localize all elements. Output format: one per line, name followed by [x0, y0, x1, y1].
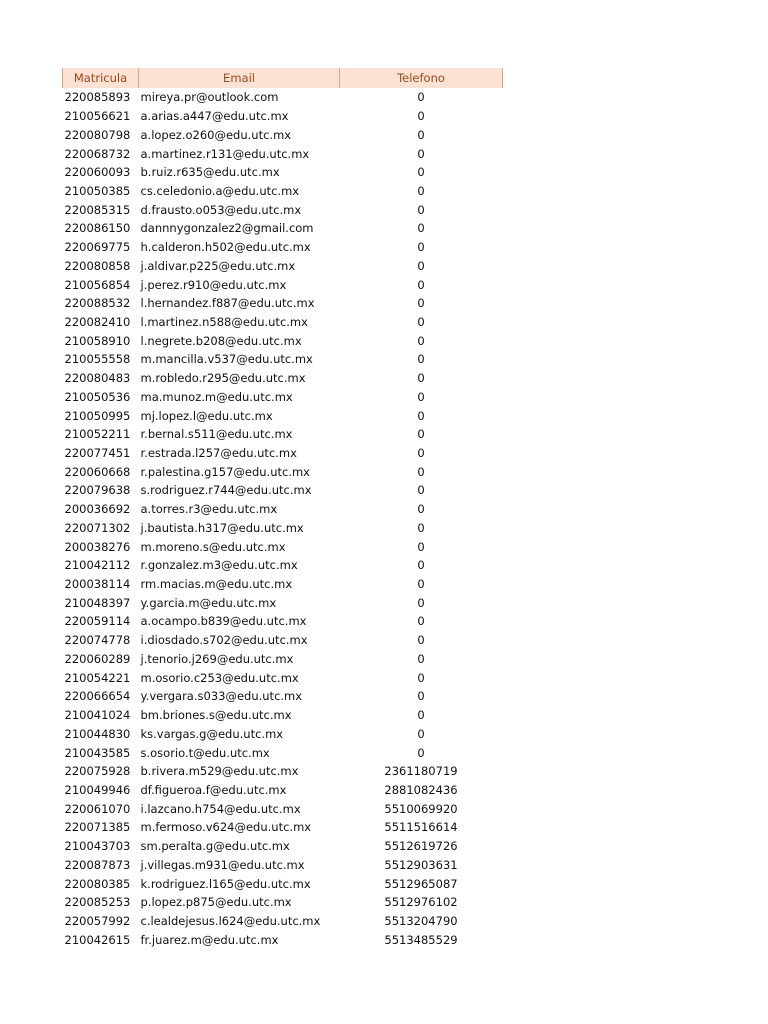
- email-cell[interactable]: cs.celedonio.a@edu.utc.mx: [140, 183, 300, 198]
- email-cell[interactable]: d.frausto.o053@edu.utc.mx: [140, 202, 302, 217]
- email-cell[interactable]: a.torres.r3@edu.utc.mx: [140, 502, 278, 517]
- table-row: [63, 743, 503, 762]
- table-row: [63, 593, 503, 612]
- table-row: [63, 500, 503, 519]
- telefono-cell[interactable]: 0: [417, 371, 425, 386]
- matricula-cell[interactable]: 200036692: [64, 502, 131, 517]
- table-row: [63, 668, 503, 687]
- table-row: [63, 313, 503, 332]
- table-row: [63, 687, 503, 706]
- table-row: [63, 219, 503, 238]
- matricula-cell[interactable]: 220060289: [64, 651, 131, 666]
- email-cell[interactable]: l.martinez.n588@edu.utc.mx: [140, 314, 308, 329]
- table-row: [63, 388, 503, 407]
- email-cell[interactable]: m.moreno.s@edu.utc.mx: [140, 539, 286, 554]
- email-cell[interactable]: a.ocampo.b839@edu.utc.mx: [140, 614, 307, 629]
- email-cell[interactable]: l.negrete.b208@edu.utc.mx: [140, 333, 302, 348]
- email-cell[interactable]: a.arias.a447@edu.utc.mx: [140, 109, 289, 124]
- matricula-cell[interactable]: 210055558: [64, 352, 131, 367]
- email-cell[interactable]: m.robledo.r295@edu.utc.mx: [140, 371, 306, 386]
- telefono-cell[interactable]: 5512903631: [384, 857, 458, 872]
- table-row: [63, 462, 503, 481]
- matricula-cell[interactable]: 220074778: [64, 633, 131, 648]
- table-row: [63, 537, 503, 556]
- email-cell[interactable]: r.bernal.s511@edu.utc.mx: [140, 427, 293, 442]
- email-cell[interactable]: a.lopez.o260@edu.utc.mx: [140, 127, 292, 142]
- table-row: [63, 519, 503, 538]
- telefono-cell[interactable]: 0: [417, 296, 425, 311]
- email-cell[interactable]: b.rivera.m529@edu.utc.mx: [140, 764, 299, 779]
- matricula-cell[interactable]: 220075928: [64, 764, 131, 779]
- email-cell[interactable]: dannnygonzalez2@gmail.com: [140, 221, 314, 236]
- matricula-cell[interactable]: 210042112: [64, 558, 131, 573]
- telefono-cell[interactable]: 0: [417, 558, 425, 573]
- email-cell[interactable]: bm.briones.s@edu.utc.mx: [140, 708, 292, 723]
- telefono-cell[interactable]: 0: [417, 427, 425, 442]
- matricula-cell[interactable]: 220080858: [64, 258, 131, 273]
- table-row: [63, 350, 503, 369]
- telefono-cell[interactable]: 5512976102: [384, 895, 458, 910]
- table-row: [63, 107, 503, 126]
- table-row: [63, 144, 503, 163]
- matricula-cell[interactable]: 200038114: [64, 577, 131, 592]
- table-row: [63, 837, 503, 856]
- email-cell[interactable]: m.osorio.c253@edu.utc.mx: [140, 670, 299, 685]
- table-row: [63, 930, 503, 949]
- telefono-cell[interactable]: 0: [417, 90, 425, 105]
- matricula-cell[interactable]: 210050995: [64, 408, 131, 423]
- telefono-cell[interactable]: 0: [417, 577, 425, 592]
- telefono-cell[interactable]: 0: [417, 333, 425, 348]
- table-row: [63, 294, 503, 313]
- matricula-cell[interactable]: 220068732: [64, 146, 131, 161]
- table-row: [63, 238, 503, 257]
- email-cell[interactable]: fr.juarez.m@edu.utc.mx: [140, 932, 279, 947]
- matricula-cell[interactable]: 210044830: [64, 726, 131, 741]
- matricula-cell[interactable]: 220057992: [64, 913, 131, 928]
- table-row: [63, 799, 503, 818]
- email-cell[interactable]: y.vergara.s033@edu.utc.mx: [140, 689, 303, 704]
- matricula-cell[interactable]: 210050385: [64, 183, 131, 198]
- email-cell[interactable]: j.villegas.m931@edu.utc.mx: [140, 857, 305, 872]
- telefono-cell[interactable]: 2881082436: [384, 782, 458, 797]
- telefono-cell[interactable]: 0: [417, 202, 425, 217]
- email-cell[interactable]: r.estrada.l257@edu.utc.mx: [140, 446, 297, 461]
- email-cell[interactable]: j.bautista.h317@edu.utc.mx: [140, 520, 304, 535]
- telefono-cell[interactable]: 0: [417, 595, 425, 610]
- email-cell[interactable]: rm.macias.m@edu.utc.mx: [140, 577, 293, 592]
- table-body: [63, 88, 503, 949]
- email-cell[interactable]: c.lealdejesus.l624@edu.utc.mx: [140, 913, 321, 928]
- telefono-cell[interactable]: 5512965087: [384, 876, 458, 891]
- email-cell[interactable]: sm.peralta.g@edu.utc.mx: [140, 839, 290, 854]
- telefono-cell[interactable]: 0: [417, 520, 425, 535]
- telefono-cell[interactable]: 5511516614: [384, 820, 458, 835]
- matricula-cell[interactable]: 220066654: [64, 689, 131, 704]
- telefono-cell[interactable]: 0: [417, 726, 425, 741]
- email-cell[interactable]: mireya.pr@outlook.com: [140, 90, 279, 105]
- telefono-cell[interactable]: 0: [417, 240, 425, 255]
- telefono-cell[interactable]: 0: [417, 165, 425, 180]
- table-row: [63, 88, 503, 107]
- telefono-cell[interactable]: 0: [417, 745, 425, 760]
- table-row: [63, 406, 503, 425]
- email-cell[interactable]: ma.munoz.m@edu.utc.mx: [140, 389, 293, 404]
- matricula-cell[interactable]: 220059114: [64, 614, 131, 629]
- matricula-cell[interactable]: 220080385: [64, 876, 131, 891]
- telefono-cell[interactable]: 0: [417, 689, 425, 704]
- table-row: [63, 650, 503, 669]
- email-cell[interactable]: i.lazcano.h754@edu.utc.mx: [140, 801, 301, 816]
- matricula-cell[interactable]: 220085315: [64, 202, 131, 217]
- telefono-cell[interactable]: 0: [417, 614, 425, 629]
- table-row: [63, 556, 503, 575]
- table-row: [63, 874, 503, 893]
- email-header[interactable]: Email: [139, 68, 340, 88]
- email-cell[interactable]: p.lopez.p875@edu.utc.mx: [140, 895, 292, 910]
- telefono-cell[interactable]: 0: [417, 708, 425, 723]
- email-cell[interactable]: y.garcia.m@edu.utc.mx: [140, 595, 277, 610]
- table-row: [63, 762, 503, 781]
- table-row: [63, 724, 503, 743]
- telefono-cell[interactable]: 0: [417, 314, 425, 329]
- table-row: [63, 369, 503, 388]
- table-row: [63, 781, 503, 800]
- table-row: [63, 275, 503, 294]
- table-row: [63, 182, 503, 201]
- table-row: [63, 331, 503, 350]
- telefono-header[interactable]: Telefono: [340, 68, 503, 88]
- telefono-cell[interactable]: 0: [417, 183, 425, 198]
- matricula-header[interactable]: Matricula: [63, 68, 139, 88]
- table-row: [63, 256, 503, 275]
- table-row: [63, 481, 503, 500]
- telefono-cell[interactable]: 5513204790: [384, 913, 458, 928]
- header-row: [63, 68, 503, 88]
- email-cell[interactable]: r.palestina.g157@edu.utc.mx: [140, 464, 310, 479]
- telefono-cell[interactable]: 0: [417, 464, 425, 479]
- table-row: [63, 855, 503, 874]
- matricula-cell[interactable]: 220082410: [64, 314, 131, 329]
- telefono-cell[interactable]: 0: [417, 109, 425, 124]
- telefono-cell[interactable]: 0: [417, 146, 425, 161]
- matricula-cell[interactable]: 220060093: [64, 165, 131, 180]
- telefono-cell[interactable]: 5513485529: [384, 932, 458, 947]
- email-cell[interactable]: ks.vargas.g@edu.utc.mx: [140, 726, 284, 741]
- email-cell[interactable]: s.rodriguez.r744@edu.utc.mx: [140, 483, 312, 498]
- matricula-cell[interactable]: 210041024: [64, 708, 131, 723]
- matricula-cell[interactable]: 210048397: [64, 595, 131, 610]
- telefono-cell[interactable]: 0: [417, 389, 425, 404]
- telefono-cell[interactable]: 5510069920: [384, 801, 458, 816]
- student-contact-table: [62, 68, 503, 949]
- matricula-cell[interactable]: 220079638: [64, 483, 131, 498]
- table-row: [63, 200, 503, 219]
- matricula-cell[interactable]: 210056621: [64, 109, 131, 124]
- matricula-cell[interactable]: 220088532: [64, 296, 131, 311]
- email-cell[interactable]: mj.lopez.l@edu.utc.mx: [140, 408, 273, 423]
- table-row: [63, 631, 503, 650]
- email-cell[interactable]: k.rodriguez.l165@edu.utc.mx: [140, 876, 311, 891]
- matricula-cell[interactable]: 200038276: [64, 539, 131, 554]
- telefono-cell[interactable]: 0: [417, 446, 425, 461]
- matricula-cell[interactable]: 220060668: [64, 464, 131, 479]
- matricula-cell[interactable]: 220071385: [64, 820, 131, 835]
- email-cell[interactable]: j.aldivar.p225@edu.utc.mx: [140, 258, 296, 273]
- matricula-cell[interactable]: 210056854: [64, 277, 131, 292]
- matricula-cell[interactable]: 220086150: [64, 221, 131, 236]
- table-row: [63, 444, 503, 463]
- matricula-cell[interactable]: 210054221: [64, 670, 131, 685]
- telefono-cell[interactable]: 0: [417, 258, 425, 273]
- matricula-cell[interactable]: 220077451: [64, 446, 131, 461]
- email-cell[interactable]: m.mancilla.v537@edu.utc.mx: [140, 352, 313, 367]
- matricula-cell[interactable]: 220080798: [64, 127, 131, 142]
- table-row: [63, 893, 503, 912]
- matricula-cell[interactable]: 210049946: [64, 782, 131, 797]
- matricula-cell[interactable]: 220069775: [64, 240, 131, 255]
- matricula-cell[interactable]: 220080483: [64, 371, 131, 386]
- telefono-cell[interactable]: 0: [417, 483, 425, 498]
- matricula-cell[interactable]: 220085253: [64, 895, 131, 910]
- telefono-cell[interactable]: 0: [417, 539, 425, 554]
- email-cell[interactable]: l.hernandez.f887@edu.utc.mx: [140, 296, 315, 311]
- matricula-cell[interactable]: 210058910: [64, 333, 131, 348]
- email-cell[interactable]: a.martinez.r131@edu.utc.mx: [140, 146, 310, 161]
- telefono-cell[interactable]: 0: [417, 277, 425, 292]
- email-cell[interactable]: h.calderon.h502@edu.utc.mx: [140, 240, 311, 255]
- table-row: [63, 425, 503, 444]
- telefono-cell[interactable]: 0: [417, 633, 425, 648]
- matricula-cell[interactable]: 220085893: [64, 90, 131, 105]
- telefono-cell[interactable]: 0: [417, 408, 425, 423]
- table-row: [63, 575, 503, 594]
- telefono-cell[interactable]: 0: [417, 127, 425, 142]
- telefono-cell[interactable]: 0: [417, 352, 425, 367]
- telefono-cell[interactable]: 2361180719: [384, 764, 458, 779]
- email-cell[interactable]: df.figueroa.f@edu.utc.mx: [140, 782, 287, 797]
- email-cell[interactable]: j.tenorio.j269@edu.utc.mx: [140, 651, 294, 666]
- matricula-cell[interactable]: 210042615: [64, 932, 131, 947]
- table-row: [63, 706, 503, 725]
- telefono-cell[interactable]: 0: [417, 502, 425, 517]
- table-row: [63, 612, 503, 631]
- telefono-cell[interactable]: 0: [417, 670, 425, 685]
- student-contact-table-region: [62, 68, 503, 949]
- matricula-cell[interactable]: 220087873: [64, 857, 131, 872]
- telefono-cell[interactable]: 0: [417, 221, 425, 236]
- email-cell[interactable]: s.osorio.t@edu.utc.mx: [140, 745, 270, 760]
- table-row: [63, 818, 503, 837]
- table-row: [63, 125, 503, 144]
- matricula-cell[interactable]: 210050536: [64, 389, 131, 404]
- matricula-cell[interactable]: 220071302: [64, 520, 131, 535]
- email-cell[interactable]: r.gonzalez.m3@edu.utc.mx: [140, 558, 298, 573]
- email-cell[interactable]: j.perez.r910@edu.utc.mx: [140, 277, 287, 292]
- telefono-cell[interactable]: 5512619726: [384, 839, 458, 854]
- telefono-cell[interactable]: 0: [417, 651, 425, 666]
- matricula-cell[interactable]: 220061070: [64, 801, 131, 816]
- email-cell[interactable]: b.ruiz.r635@edu.utc.mx: [140, 165, 280, 180]
- matricula-cell[interactable]: 210052211: [64, 427, 131, 442]
- table-row: [63, 163, 503, 182]
- email-cell[interactable]: m.fermoso.v624@edu.utc.mx: [140, 820, 312, 835]
- table-row: [63, 912, 503, 931]
- matricula-cell[interactable]: 210043585: [64, 745, 131, 760]
- email-cell[interactable]: i.diosdado.s702@edu.utc.mx: [140, 633, 308, 648]
- matricula-cell[interactable]: 210043703: [64, 839, 131, 854]
